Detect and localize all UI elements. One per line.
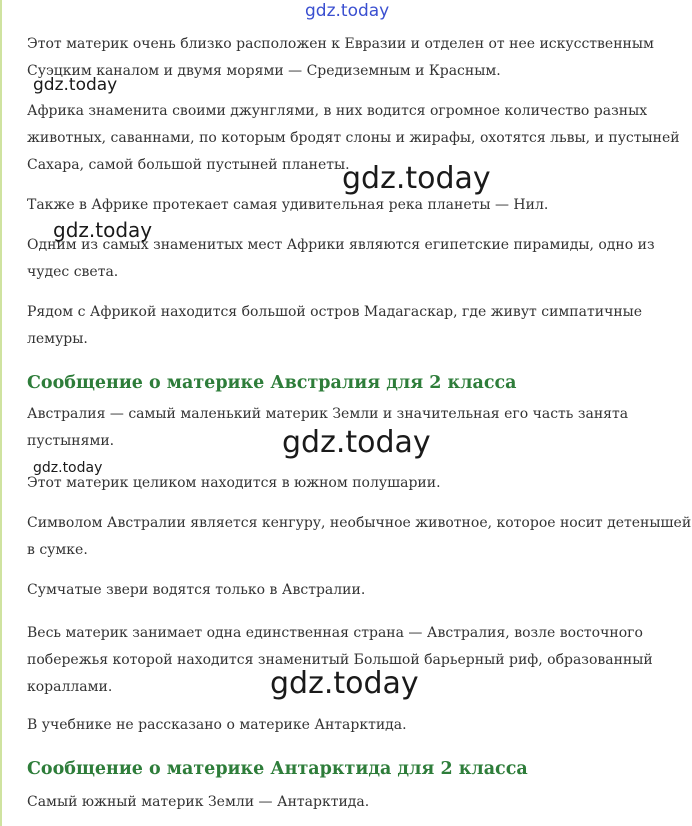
paragraph-line: кораллами. (27, 679, 113, 695)
watermark: gdz.today (342, 161, 491, 196)
paragraph-line: В учебнике не рассказано о материке Антарктида. (27, 717, 407, 733)
paragraph-line: животных, саваннами, по которым бродят слоны и жирафы, охотятся львы, и пустыней (27, 130, 680, 146)
paragraph-line: Символом Австралии является кенгуру, необычное животное, которое носит детенышей (27, 515, 692, 531)
paragraph-line: Рядом с Африкой находится большой остров Мадагаскар, где живут симпатичные (27, 304, 643, 320)
paragraph-line: лемуры. (27, 331, 88, 347)
watermark: gdz.today (282, 425, 431, 460)
paragraph-line: чудес света. (27, 264, 119, 280)
watermark: gdz.today (53, 218, 153, 242)
left-border (0, 0, 2, 826)
section-heading-antarctica: Сообщение о материке Антарктида для 2 класса (27, 759, 528, 779)
watermark-top: gdz.today (305, 1, 390, 21)
paragraph-line: Австралия — самый маленький материк Земли и значительная его часть занята (27, 406, 629, 422)
paragraph-line: Африка знаменита своими джунглями, в них водится огромное количество разных (27, 103, 648, 119)
paragraph-line: побережья которой находится знаменитый Большой барьерный риф, образованный (27, 652, 653, 668)
paragraph-line: Этот материк очень близко расположен к Евразии и отделен от нее искусственным (27, 36, 654, 52)
watermark: gdz.today (33, 75, 118, 95)
watermark: gdz.today (270, 666, 419, 701)
paragraph-line: Одним из самых знаменитых мест Африки являются египетские пирамиды, одно из (27, 237, 655, 253)
paragraph-line: пустынями. (27, 433, 115, 449)
paragraph-line: Весь материк занимает одна единственная страна — Австралия, возле восточного (27, 625, 643, 641)
paragraph-line: Суэцким каналом и двумя морями — Средиземным и Красным. (27, 63, 501, 79)
paragraph-line: Сумчатые звери водятся только в Австралии. (27, 582, 366, 598)
paragraph-line: Сахара, самой большой пустыней планеты. (27, 157, 350, 173)
paragraph-line: Самый южный материк Земли — Антарктида. (27, 794, 370, 810)
paragraph-line: в сумке. (27, 542, 88, 558)
watermark: gdz.today (33, 460, 103, 476)
paragraph-line: Также в Африке протекает самая удивительная река планеты — Нил. (27, 197, 549, 213)
paragraph-line: Этот материк целиком находится в южном полушарии. (27, 475, 441, 491)
section-heading-australia: Сообщение о материке Австралия для 2 класса (27, 373, 517, 393)
